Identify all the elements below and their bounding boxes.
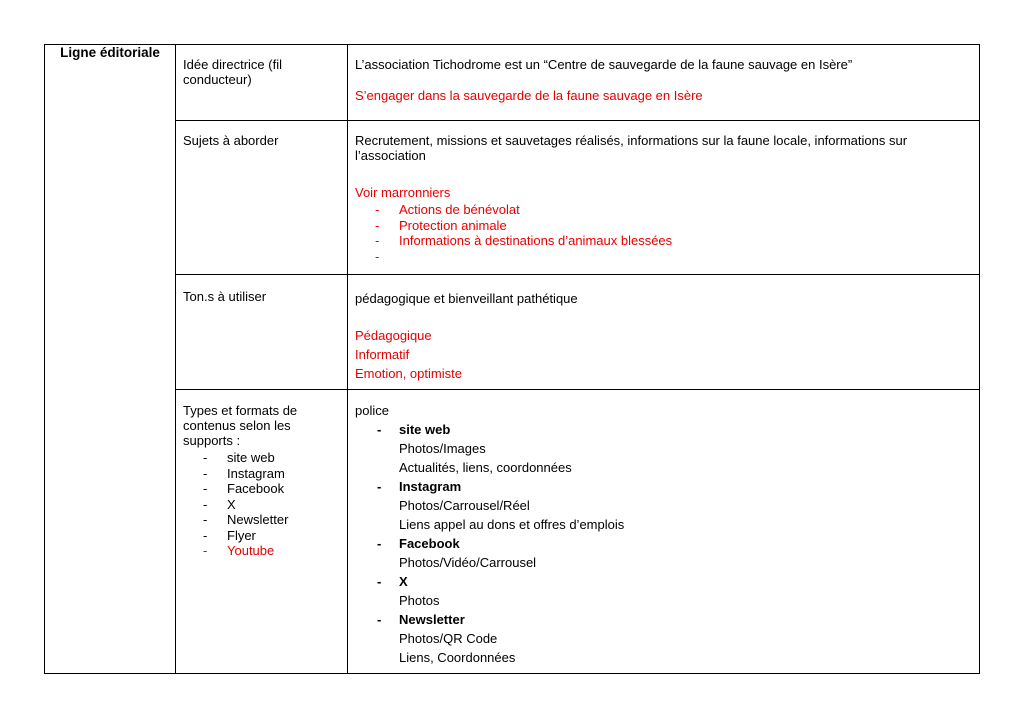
channel-detail: Photos	[399, 593, 440, 608]
content-text: police	[355, 403, 389, 418]
channel-detail: Photos/QR Code	[399, 631, 498, 646]
list-item: - Youtube	[203, 543, 275, 558]
row-label: Idée directrice (fil conducteur)	[183, 57, 282, 87]
row-label-cell	[176, 390, 348, 674]
content-text: Recrutement, missions et sauvetages réalisés, informations sur la faune locale, informations sur l’association	[355, 133, 908, 163]
editorial-line-table	[44, 44, 980, 674]
red-line: Pédagogique	[355, 328, 432, 343]
row-label-cell	[176, 275, 348, 390]
table-row	[45, 45, 980, 121]
row-content-cell	[348, 275, 980, 390]
row-content-cell	[348, 390, 980, 674]
row-label: Sujets à aborder	[183, 133, 279, 148]
supports-list	[203, 450, 339, 559]
table-row	[45, 121, 980, 275]
channel-heading: - Facebook	[377, 536, 460, 551]
table-row	[45, 390, 980, 674]
row-label-cell	[176, 121, 348, 275]
channel-detail: Liens appel au dons et offres d’emplois	[399, 517, 625, 532]
list-item: - X	[203, 496, 236, 512]
red-line: Emotion, optimiste	[355, 366, 462, 381]
channel-detail: Photos/Images	[399, 441, 486, 456]
list-item: - Facebook	[203, 481, 285, 496]
section-label: Ligne éditoriale	[45, 45, 176, 674]
channel-heading: - Newsletter	[377, 612, 465, 627]
row-label: Types et formats de contenus selon les supports :	[183, 403, 298, 448]
red-annotation: S’engager dans la sauvegarde de la faune sauvage en Isère	[355, 88, 703, 103]
channel-detail: Liens, Coordonnées	[399, 650, 516, 665]
list-item: - site web	[203, 450, 275, 465]
row-content-cell	[348, 121, 980, 275]
red-heading: Voir marronniers	[355, 185, 451, 200]
row-label: Ton.s à utiliser	[183, 289, 267, 304]
table-row	[45, 275, 980, 390]
list-item: - Informations à destinations d’animaux blessées	[375, 233, 673, 248]
content-text: pédagogique et bienveillant pathétique	[355, 291, 578, 306]
list-item: - Newsletter	[203, 512, 289, 527]
content-text: L’association Tichodrome est un “Centre de sauvegarde de la faune sauvage en Isère”	[355, 57, 853, 72]
red-list: - Actions de bénévolat - Protection animale - Informations à destinations d’animaux blessées -	[375, 202, 971, 249]
channel-heading: - X	[377, 574, 408, 589]
row-label-cell	[176, 45, 348, 121]
list-item: - Protection animale	[375, 217, 507, 233]
list-item: - Flyer	[203, 527, 256, 543]
red-line: Informatif	[355, 347, 410, 362]
channel-heading: - Instagram	[377, 479, 462, 494]
list-item: - Actions de bénévolat	[375, 202, 520, 217]
channel-detail: Actualités, liens, coordonnées	[399, 460, 572, 475]
list-item: - Instagram	[203, 465, 285, 481]
row-content-cell	[348, 45, 980, 121]
channel-detail: Photos/Carrousel/Réel	[399, 498, 530, 513]
channel-heading: - site web	[377, 422, 451, 437]
channel-detail: Photos/Vidéo/Carrousel	[399, 555, 537, 570]
